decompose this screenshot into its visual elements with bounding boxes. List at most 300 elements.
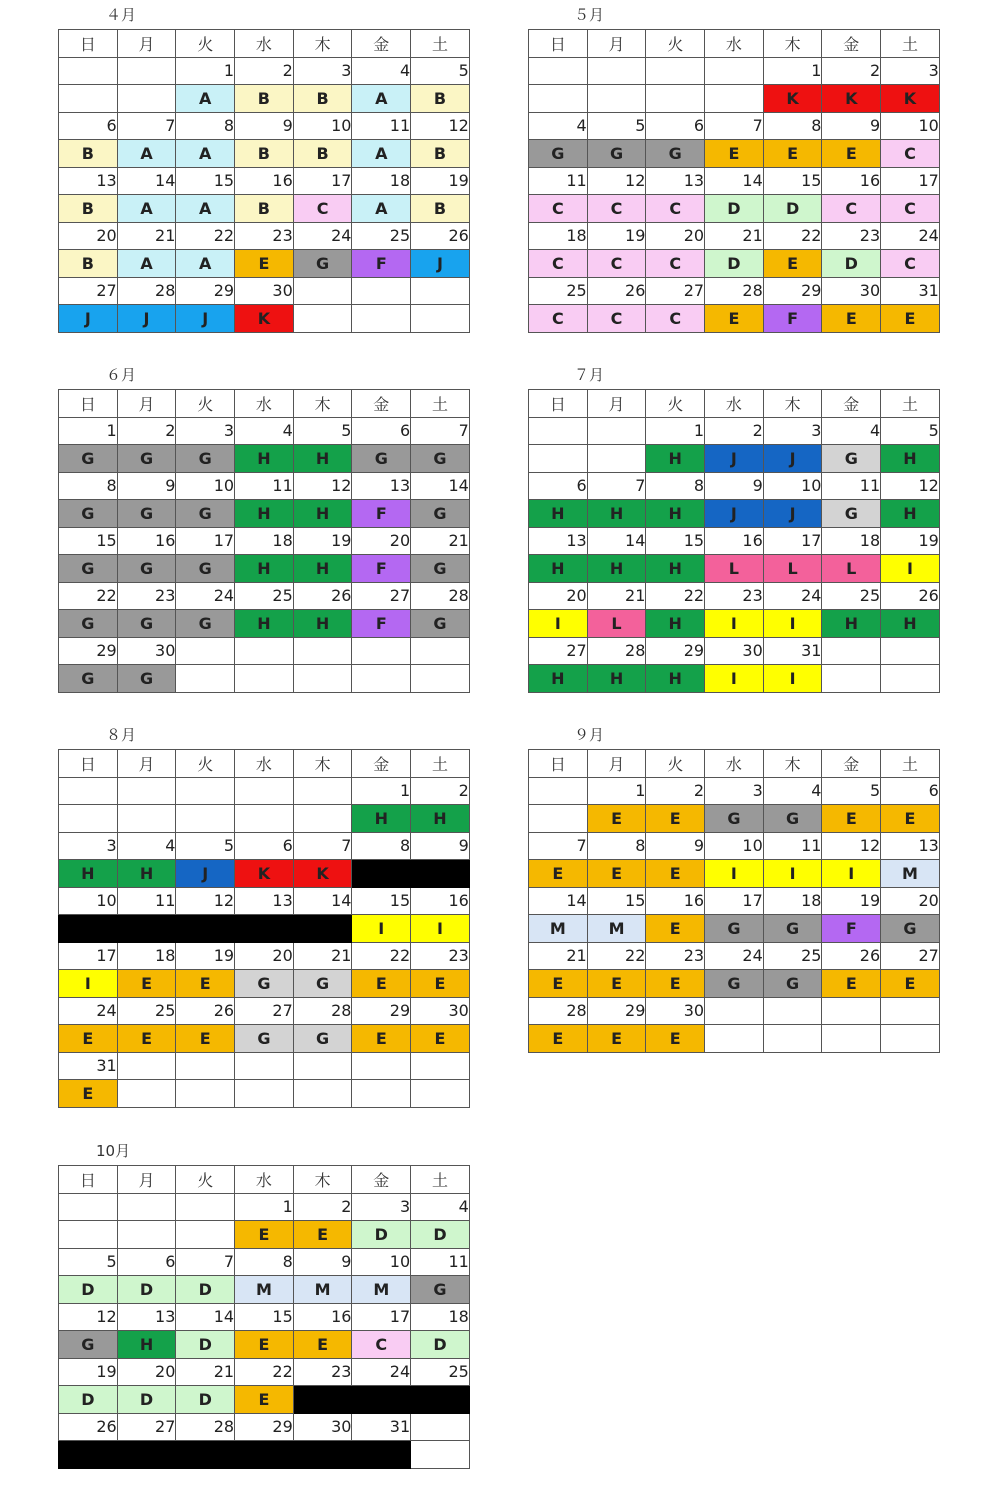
- week-label-row: [529, 250, 940, 278]
- day-assignment: E: [235, 1386, 294, 1414]
- empty-cell: [352, 1080, 411, 1108]
- day-assignment: C: [529, 305, 588, 333]
- day-assignment: G: [763, 915, 822, 943]
- day-number: 7: [411, 417, 470, 445]
- week-number-row: [529, 637, 940, 665]
- day-number: 30: [822, 277, 881, 305]
- day-assignment: G: [59, 500, 118, 528]
- weekday-header: 月: [117, 390, 176, 418]
- empty-cell: [293, 1080, 352, 1108]
- empty-cell: [235, 805, 294, 833]
- day-number: 30: [117, 637, 176, 665]
- calendar-may: [528, 6, 940, 333]
- day-number: 8: [176, 112, 235, 140]
- day-number: 4: [117, 832, 176, 860]
- day-number: 13: [529, 527, 588, 555]
- weekday-header: 土: [411, 750, 470, 778]
- day-number: 2: [822, 57, 881, 85]
- day-number: 9: [411, 832, 470, 860]
- day-assignment: F: [763, 305, 822, 333]
- day-number: 5: [881, 417, 940, 445]
- empty-cell: [822, 997, 881, 1025]
- day-number: 20: [529, 582, 588, 610]
- day-assignment: H: [411, 805, 470, 833]
- day-number: 21: [705, 222, 764, 250]
- day-number: 1: [587, 777, 646, 805]
- day-assignment: A: [176, 85, 235, 113]
- day-assignment: B: [235, 85, 294, 113]
- day-number: 18: [529, 222, 588, 250]
- week-label-row: [59, 610, 470, 638]
- day-assignment: G: [646, 140, 705, 168]
- week-number-row: [59, 997, 470, 1025]
- weekday-header-row: [529, 750, 940, 778]
- day-number: 2: [117, 417, 176, 445]
- week-number-row: [59, 582, 470, 610]
- empty-cell: [822, 665, 881, 693]
- week-number-row: [59, 1358, 470, 1386]
- day-assignment: E: [117, 970, 176, 998]
- day-assignment: G: [293, 250, 352, 278]
- day-assignment: B: [59, 140, 118, 168]
- day-number: 10: [352, 1248, 411, 1276]
- day-number: 26: [59, 1413, 118, 1441]
- day-number: 18: [411, 1303, 470, 1331]
- day-assignment: [117, 1441, 176, 1469]
- day-assignment: H: [881, 500, 940, 528]
- month-title: ９月: [574, 726, 605, 744]
- day-assignment: G: [59, 665, 118, 693]
- day-number: 5: [59, 1248, 118, 1276]
- day-assignment: J: [763, 500, 822, 528]
- day-assignment: J: [59, 305, 118, 333]
- day-assignment: B: [235, 195, 294, 223]
- day-assignment: G: [117, 610, 176, 638]
- day-number: 23: [117, 582, 176, 610]
- day-number: 20: [881, 887, 940, 915]
- day-assignment: E: [352, 970, 411, 998]
- day-number: 19: [411, 167, 470, 195]
- weekday-header-row: [59, 1166, 470, 1194]
- day-assignment: A: [176, 250, 235, 278]
- day-number: 3: [763, 417, 822, 445]
- day-assignment: A: [352, 195, 411, 223]
- week-number-row: [529, 57, 940, 85]
- day-number: 22: [352, 942, 411, 970]
- empty-cell: [59, 777, 118, 805]
- day-assignment: L: [705, 555, 764, 583]
- week-number-row: [59, 527, 470, 555]
- weekday-header: 水: [235, 750, 294, 778]
- day-assignment: E: [587, 970, 646, 998]
- day-assignment: F: [822, 915, 881, 943]
- day-assignment: C: [529, 250, 588, 278]
- day-assignment: J: [411, 250, 470, 278]
- week-number-row: [59, 1248, 470, 1276]
- day-assignment: G: [705, 915, 764, 943]
- day-number: 12: [411, 112, 470, 140]
- day-assignment: E: [235, 250, 294, 278]
- weekday-header: 金: [822, 750, 881, 778]
- day-number: 24: [352, 1358, 411, 1386]
- weekday-header: 水: [705, 750, 764, 778]
- day-assignment: C: [587, 250, 646, 278]
- empty-cell: [176, 777, 235, 805]
- day-assignment: E: [646, 860, 705, 888]
- day-assignment: L: [763, 555, 822, 583]
- calendar-august: [58, 726, 470, 1108]
- day-number: 5: [176, 832, 235, 860]
- day-number: 3: [176, 417, 235, 445]
- day-assignment: [59, 1441, 118, 1469]
- week-number-row: [59, 167, 470, 195]
- day-number: 13: [646, 167, 705, 195]
- week-label-row: [529, 860, 940, 888]
- day-number: 22: [59, 582, 118, 610]
- week-number-row: [59, 1413, 470, 1441]
- day-number: 29: [235, 1413, 294, 1441]
- day-assignment: E: [763, 250, 822, 278]
- empty-cell: [176, 665, 235, 693]
- month-grid: [528, 29, 940, 333]
- week-label-row: [59, 805, 470, 833]
- day-assignment: G: [59, 445, 118, 473]
- day-number: 11: [117, 887, 176, 915]
- day-assignment: C: [881, 195, 940, 223]
- day-number: 27: [881, 942, 940, 970]
- week-number-row: [529, 832, 940, 860]
- empty-cell: [822, 1025, 881, 1053]
- weekday-header-row: [59, 750, 470, 778]
- day-assignment: F: [352, 250, 411, 278]
- day-assignment: G: [293, 1025, 352, 1053]
- day-number: 20: [352, 527, 411, 555]
- day-number: 14: [411, 472, 470, 500]
- day-number: 31: [59, 1052, 118, 1080]
- day-number: 1: [646, 417, 705, 445]
- day-assignment: D: [411, 1221, 470, 1249]
- day-number: 28: [705, 277, 764, 305]
- day-number: 20: [117, 1358, 176, 1386]
- day-number: 22: [587, 942, 646, 970]
- month-title: 10月: [96, 1142, 131, 1160]
- week-label-row: [529, 195, 940, 223]
- weekday-header: 火: [176, 390, 235, 418]
- day-assignment: [176, 915, 235, 943]
- day-number: 16: [705, 527, 764, 555]
- weekday-header-row: [529, 30, 940, 58]
- day-number: 6: [881, 777, 940, 805]
- day-number: 26: [822, 942, 881, 970]
- day-assignment: E: [117, 1025, 176, 1053]
- day-number: 13: [235, 887, 294, 915]
- empty-cell: [176, 637, 235, 665]
- day-number: 11: [529, 167, 588, 195]
- day-assignment: M: [235, 1276, 294, 1304]
- day-number: 8: [587, 832, 646, 860]
- week-number-row: [59, 637, 470, 665]
- week-number-row: [59, 777, 470, 805]
- day-number: 24: [293, 222, 352, 250]
- day-number: 30: [411, 997, 470, 1025]
- day-assignment: H: [293, 610, 352, 638]
- empty-cell: [235, 1052, 294, 1080]
- day-assignment: H: [646, 610, 705, 638]
- day-number: 29: [587, 997, 646, 1025]
- month-title: ８月: [106, 726, 137, 744]
- week-label-row: [59, 555, 470, 583]
- day-number: 7: [117, 112, 176, 140]
- day-assignment: L: [822, 555, 881, 583]
- day-number: 17: [59, 942, 118, 970]
- day-assignment: [117, 915, 176, 943]
- day-assignment: H: [117, 1331, 176, 1359]
- day-number: 16: [646, 887, 705, 915]
- day-assignment: E: [822, 305, 881, 333]
- day-assignment: B: [293, 85, 352, 113]
- day-assignment: C: [881, 140, 940, 168]
- day-assignment: [352, 1386, 411, 1414]
- month-title: ４月: [106, 6, 137, 24]
- day-number: 30: [293, 1413, 352, 1441]
- day-assignment: [352, 1441, 411, 1469]
- calendar-april: [58, 6, 470, 333]
- day-number: 25: [822, 582, 881, 610]
- weekday-header: 火: [646, 390, 705, 418]
- weekday-header: 火: [646, 30, 705, 58]
- day-assignment: D: [822, 250, 881, 278]
- day-number: 15: [646, 527, 705, 555]
- weekday-header: 土: [411, 390, 470, 418]
- day-number: 29: [763, 277, 822, 305]
- day-assignment: G: [235, 970, 294, 998]
- day-number: 19: [587, 222, 646, 250]
- weekday-header: 木: [293, 750, 352, 778]
- empty-cell: [352, 305, 411, 333]
- day-number: 10: [176, 472, 235, 500]
- day-assignment: [293, 915, 352, 943]
- day-number: 23: [646, 942, 705, 970]
- day-assignment: C: [646, 305, 705, 333]
- week-label-row: [59, 305, 470, 333]
- day-assignment: D: [59, 1276, 118, 1304]
- day-number: 24: [763, 582, 822, 610]
- day-assignment: A: [117, 195, 176, 223]
- day-number: 4: [352, 57, 411, 85]
- day-number: 19: [881, 527, 940, 555]
- weekday-header: 水: [705, 30, 764, 58]
- day-number: 21: [293, 942, 352, 970]
- day-number: 28: [176, 1413, 235, 1441]
- weekday-header: 火: [176, 750, 235, 778]
- week-label-row: [59, 915, 470, 943]
- empty-cell: [411, 277, 470, 305]
- day-assignment: E: [235, 1331, 294, 1359]
- weekday-header: 木: [293, 1166, 352, 1194]
- day-number: 9: [235, 112, 294, 140]
- empty-cell: [293, 305, 352, 333]
- empty-cell: [587, 57, 646, 85]
- day-assignment: B: [59, 195, 118, 223]
- week-number-row: [529, 777, 940, 805]
- week-label-row: [59, 445, 470, 473]
- week-number-row: [529, 887, 940, 915]
- day-assignment: B: [411, 85, 470, 113]
- week-number-row: [59, 1052, 470, 1080]
- day-number: 21: [176, 1358, 235, 1386]
- weekday-header: 水: [235, 390, 294, 418]
- day-number: 9: [117, 472, 176, 500]
- month-grid: [528, 389, 940, 693]
- day-number: 7: [587, 472, 646, 500]
- day-number: 31: [352, 1413, 411, 1441]
- day-assignment: C: [881, 250, 940, 278]
- week-number-row: [529, 222, 940, 250]
- day-assignment: H: [352, 805, 411, 833]
- day-assignment: M: [529, 915, 588, 943]
- day-number: 18: [763, 887, 822, 915]
- empty-cell: [646, 85, 705, 113]
- day-assignment: I: [529, 610, 588, 638]
- day-number: 2: [705, 417, 764, 445]
- empty-cell: [117, 85, 176, 113]
- day-number: 12: [881, 472, 940, 500]
- day-assignment: G: [411, 555, 470, 583]
- day-number: 2: [646, 777, 705, 805]
- day-assignment: H: [293, 445, 352, 473]
- day-assignment: H: [293, 555, 352, 583]
- week-label-row: [59, 250, 470, 278]
- day-assignment: E: [822, 140, 881, 168]
- day-assignment: K: [293, 860, 352, 888]
- day-assignment: G: [117, 445, 176, 473]
- day-assignment: D: [411, 1331, 470, 1359]
- empty-cell: [117, 777, 176, 805]
- empty-cell: [176, 805, 235, 833]
- week-label-row: [529, 915, 940, 943]
- week-label-row: [529, 1025, 940, 1053]
- day-number: 28: [587, 637, 646, 665]
- day-assignment: C: [587, 195, 646, 223]
- day-assignment: [293, 1386, 352, 1414]
- day-number: 18: [822, 527, 881, 555]
- day-number: 31: [881, 277, 940, 305]
- day-number: 12: [176, 887, 235, 915]
- day-assignment: E: [235, 1221, 294, 1249]
- day-number: 20: [59, 222, 118, 250]
- week-number-row: [59, 887, 470, 915]
- day-assignment: C: [529, 195, 588, 223]
- empty-cell: [235, 665, 294, 693]
- day-assignment: E: [411, 970, 470, 998]
- empty-cell: [117, 805, 176, 833]
- day-number: 13: [881, 832, 940, 860]
- day-number: 25: [411, 1358, 470, 1386]
- weekday-header: 木: [293, 30, 352, 58]
- week-label-row: [59, 500, 470, 528]
- day-number: 26: [176, 997, 235, 1025]
- day-assignment: G: [763, 805, 822, 833]
- empty-cell: [176, 1052, 235, 1080]
- day-number: 29: [59, 637, 118, 665]
- day-assignment: I: [822, 860, 881, 888]
- day-assignment: E: [59, 1080, 118, 1108]
- day-number: 4: [235, 417, 294, 445]
- weekday-header: 土: [881, 750, 940, 778]
- day-number: 26: [411, 222, 470, 250]
- day-number: 31: [763, 637, 822, 665]
- weekday-header: 火: [176, 1166, 235, 1194]
- day-number: 4: [763, 777, 822, 805]
- day-assignment: M: [587, 915, 646, 943]
- day-assignment: M: [293, 1276, 352, 1304]
- week-label-row: [59, 665, 470, 693]
- day-assignment: I: [881, 555, 940, 583]
- weekday-header: 月: [587, 390, 646, 418]
- day-number: 19: [176, 942, 235, 970]
- day-number: 3: [293, 57, 352, 85]
- weekday-header: 日: [529, 750, 588, 778]
- empty-cell: [293, 777, 352, 805]
- day-number: 7: [176, 1248, 235, 1276]
- day-assignment: I: [763, 610, 822, 638]
- week-number-row: [529, 417, 940, 445]
- day-assignment: [59, 915, 118, 943]
- day-number: 18: [352, 167, 411, 195]
- day-number: 27: [352, 582, 411, 610]
- day-number: 30: [705, 637, 764, 665]
- empty-cell: [293, 805, 352, 833]
- week-label-row: [59, 1025, 470, 1053]
- empty-cell: [705, 997, 764, 1025]
- empty-cell: [529, 805, 588, 833]
- weekday-header: 土: [411, 30, 470, 58]
- week-number-row: [59, 277, 470, 305]
- day-assignment: K: [235, 860, 294, 888]
- empty-cell: [705, 1025, 764, 1053]
- empty-cell: [117, 1080, 176, 1108]
- day-assignment: G: [59, 555, 118, 583]
- day-assignment: A: [352, 140, 411, 168]
- day-assignment: E: [411, 1025, 470, 1053]
- day-assignment: [411, 860, 470, 888]
- day-number: 21: [117, 222, 176, 250]
- day-assignment: J: [705, 500, 764, 528]
- day-assignment: G: [352, 445, 411, 473]
- week-label-row: [529, 305, 940, 333]
- day-number: 1: [352, 777, 411, 805]
- empty-cell: [646, 57, 705, 85]
- empty-cell: [293, 665, 352, 693]
- day-number: 16: [235, 167, 294, 195]
- weekday-header: 月: [117, 1166, 176, 1194]
- weekday-header: 日: [529, 390, 588, 418]
- day-number: 28: [411, 582, 470, 610]
- day-assignment: [176, 1441, 235, 1469]
- day-assignment: C: [293, 195, 352, 223]
- empty-cell: [59, 57, 118, 85]
- week-number-row: [59, 1303, 470, 1331]
- day-number: 29: [646, 637, 705, 665]
- day-number: 3: [59, 832, 118, 860]
- day-assignment: H: [235, 445, 294, 473]
- empty-cell: [352, 665, 411, 693]
- day-number: 23: [235, 222, 294, 250]
- day-number: 11: [411, 1248, 470, 1276]
- empty-cell: [529, 445, 588, 473]
- empty-cell: [352, 637, 411, 665]
- day-assignment: H: [529, 500, 588, 528]
